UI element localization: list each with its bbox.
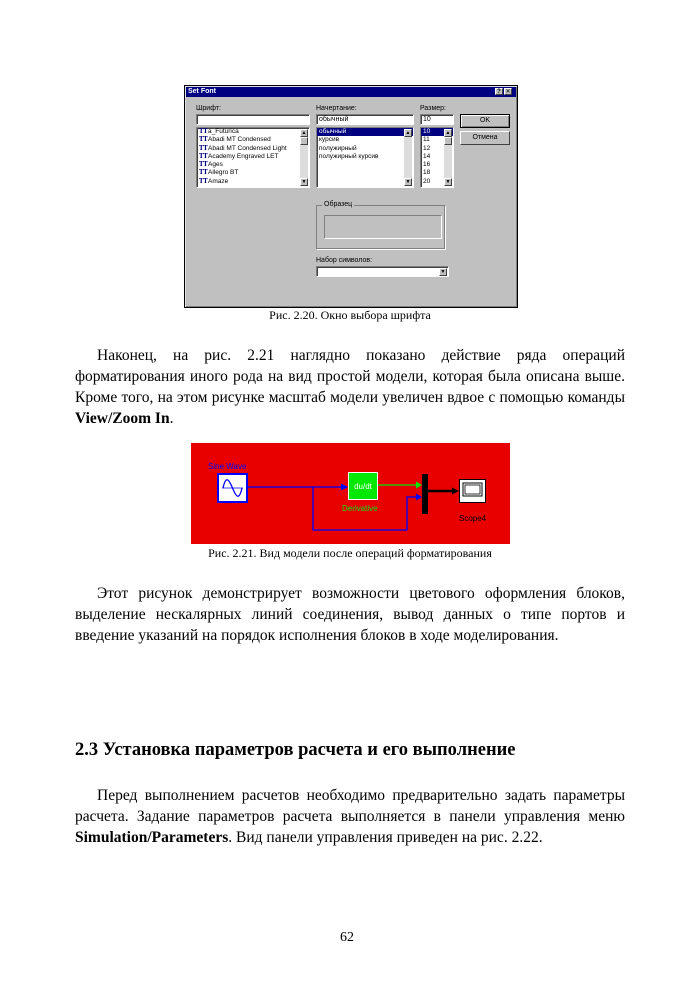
font-list-item[interactable]	[197, 161, 309, 169]
font-list-item[interactable]	[197, 128, 309, 136]
figure-caption-2-20: Рис. 2.20. Окно выбора шрифта	[269, 308, 431, 322]
style-list-scrollbar[interactable]	[404, 129, 412, 186]
paragraph-3	[75, 785, 625, 848]
size-list[interactable]	[420, 127, 454, 188]
truetype-icon: TT	[199, 136, 208, 144]
font-list-scrollbar[interactable]	[300, 129, 308, 186]
scope-icon	[460, 480, 485, 502]
style-list-item[interactable]	[317, 136, 413, 144]
sample-preview	[324, 215, 442, 239]
scroll-down-icon[interactable]: ▼	[405, 179, 411, 185]
figure-caption-2-21: Рис. 2.21. Вид модели после операций форматирования	[208, 546, 492, 560]
size-list-item-label: 16	[423, 161, 431, 169]
scroll-down-icon[interactable]: ▼	[301, 179, 307, 185]
size-label: Размер:	[420, 105, 447, 112]
scroll-up-icon[interactable]: ▲	[405, 130, 411, 136]
size-list-item-label: 18	[423, 169, 431, 177]
scroll-thumb[interactable]	[300, 137, 308, 145]
truetype-icon: TT	[199, 144, 208, 152]
size-list-scrollbar[interactable]	[444, 129, 452, 186]
paragraph-1	[75, 345, 625, 429]
font-list-item-label: Academy Engraved LET	[208, 152, 279, 160]
scroll-down-icon[interactable]: ▼	[445, 179, 451, 185]
font-list-item[interactable]	[197, 153, 309, 161]
style-list-item[interactable]	[317, 145, 413, 153]
truetype-icon: TT	[199, 128, 208, 135]
scope-label: Scope4	[459, 514, 487, 523]
paragraph-2-text: Этот рисунок демонстрирует возможности цветового оформления блоков, выделение нескалярных линий соединения, вывод данных о типе портов и введение указаний на порядок исполнения блоков в ходе моделирования.	[75, 585, 625, 644]
charset-select[interactable]	[316, 266, 449, 277]
font-list-item-label: Ages	[208, 161, 223, 169]
menu-command-simulation-parameters: Simulation/Parameters	[75, 829, 229, 846]
font-list-item-label: Abadi MT Condensed	[208, 136, 271, 144]
paragraph-3-text: Перед выполнением расчетов необходимо предварительно задать параметры расчета. Задание параметров расчета выполняется в панели управления меню	[75, 787, 625, 825]
close-button[interactable]: ✕	[505, 89, 511, 95]
set-font-dialog	[184, 85, 518, 308]
scroll-up-icon[interactable]: ▲	[301, 130, 307, 136]
truetype-icon: TT	[199, 152, 208, 160]
paragraph-1-end: .	[169, 410, 174, 427]
paragraph-1-text: Наконец, на рис. 2.21 наглядно показано действие ряда операций форматирования иного рода на вид простой модели, которая была описана выше. Кроме того, на этом рисунке масштаб модели увеличен вдвое с помощью команды	[75, 347, 625, 406]
derivative-label: Derivative	[342, 504, 378, 513]
style-list[interactable]	[316, 127, 414, 188]
truetype-icon: TT	[199, 177, 208, 185]
font-list-item[interactable]	[197, 145, 309, 153]
derivative-block[interactable]: du/dt	[348, 472, 378, 500]
size-list-item-label: 10	[423, 128, 431, 135]
style-input[interactable]: обычный	[316, 114, 414, 125]
dialog-title-bar	[186, 87, 516, 97]
ok-button[interactable]: OK	[460, 114, 510, 128]
style-list-item-label: обычный	[319, 128, 347, 135]
sample-label: Образец	[324, 201, 353, 208]
font-list[interactable]	[196, 127, 310, 188]
page-number: 62	[340, 930, 354, 945]
style-label: Начертание:	[316, 105, 357, 112]
font-list-item-label: Amaze	[208, 177, 229, 185]
dialog-title: Set Font	[188, 88, 216, 95]
font-list-item-label: Abadi MT Condensed Light	[208, 144, 287, 152]
paragraph-2	[75, 583, 625, 646]
paragraph-3-end: . Вид панели управления приведен на рис. 2.22.	[228, 829, 543, 846]
size-list-item-label: 14	[423, 152, 431, 160]
truetype-icon: TT	[199, 169, 208, 177]
sine-wave-block[interactable]	[217, 473, 248, 503]
charset-label: Набор символов:	[316, 257, 373, 264]
dropdown-arrow-icon[interactable]: ▼	[440, 269, 446, 275]
size-list-item-label: 11	[423, 136, 430, 144]
font-label: Шрифт:	[196, 105, 221, 112]
sine-wave-label: Sine Wave	[208, 462, 247, 471]
scroll-up-icon[interactable]: ▲	[445, 130, 451, 136]
section-heading: 2.3 Установка параметров расчета и его выполнение	[75, 740, 516, 760]
font-input[interactable]	[196, 114, 310, 125]
scope-block[interactable]	[459, 479, 486, 503]
font-list-item[interactable]	[197, 178, 309, 186]
style-list-item-label: курсив	[319, 136, 340, 144]
cancel-button[interactable]: Отмена	[460, 131, 510, 145]
style-list-item[interactable]	[317, 128, 413, 136]
font-list-item-label: Allegro BT	[208, 169, 239, 177]
size-list-item-label: 20	[423, 177, 431, 185]
size-list-item-label: 12	[423, 144, 431, 152]
size-input[interactable]: 10	[420, 114, 454, 125]
font-list-item-label: a_Futurica	[208, 128, 239, 135]
menu-command-view-zoom: View/Zoom In	[75, 410, 170, 427]
font-list-item[interactable]	[197, 169, 309, 177]
help-button[interactable]: ?	[495, 88, 503, 95]
font-list-item[interactable]	[197, 136, 309, 144]
scroll-thumb[interactable]	[444, 137, 452, 145]
sine-wave-icon	[219, 475, 246, 501]
style-list-item-label: полужирный курсив	[319, 152, 379, 160]
style-list-item[interactable]	[317, 153, 413, 161]
truetype-icon: TT	[199, 161, 208, 169]
style-list-item-label: полужирный	[319, 144, 357, 152]
simulink-model	[191, 443, 510, 544]
